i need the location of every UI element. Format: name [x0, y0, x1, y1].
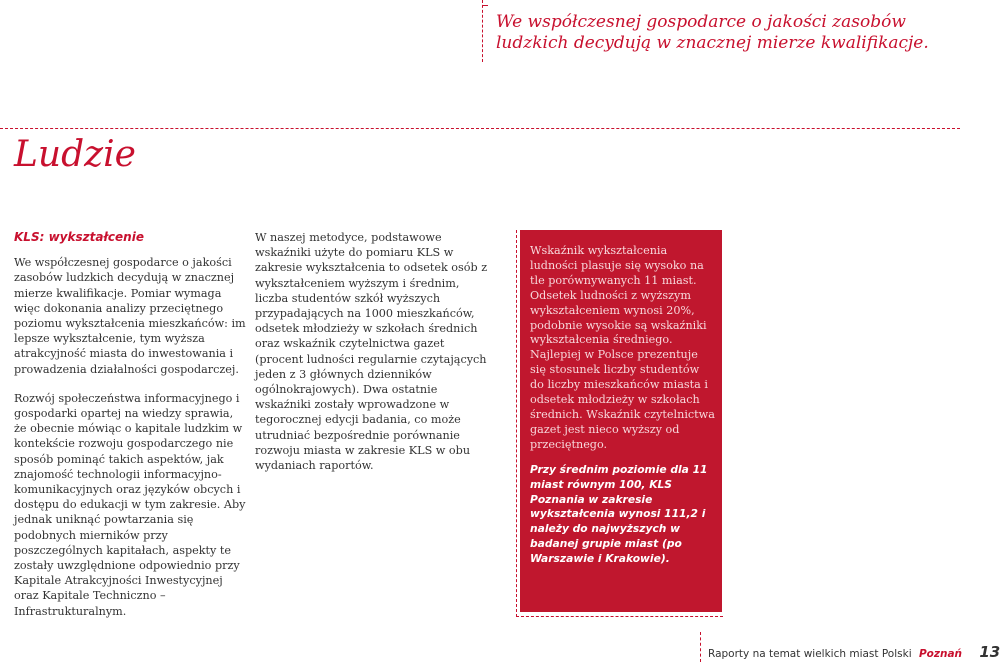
- footer-divider: [700, 632, 701, 662]
- section-heading-prefix: KLS:: [14, 230, 45, 244]
- text-column-middle: [255, 230, 495, 473]
- page-number: 13: [979, 643, 1000, 661]
- panel-paragraph: Wskaźnik wykształcenia ludności plasuje się wysoko na tle porównywanych 11 miast. Odsetek ludności z wyższym wykształceniem wynosi 20%, podobnie wysokie są wskaźniki wykształcenia średniego. Najlepiej w Polsce prezentuje się stosunek liczby studentów do liczby mieszkańców miasta i odsetek młodzieży w szkołach średnich. Wskaźnik czytelnictwa gazet jest nieco wyższy od przeciętnego.: [530, 244, 715, 451]
- summary-panel-text: [530, 244, 716, 567]
- footer-report-title: Raporty na temat wielkich miast Polski: [708, 648, 912, 660]
- chapter-divider: [0, 128, 960, 129]
- paragraph: We współczesnej gospodarce o jakości zasobów ludzkich decydują w znacznej mierze kwalifikacje. Pomiar wymaga więc dokonania analizy przeciętnego poziomu wykształcenia mieszkańców: im lepsze wykształcenie, tym wyższa atrakcyjność miasta do inwestowania i prowadzenia działalności gospodarczej.: [14, 256, 246, 376]
- chapter-title: Ludzie: [14, 134, 136, 175]
- quote-border-tick: [482, 5, 488, 6]
- quote-border: [482, 0, 483, 62]
- paragraph: W naszej metodyce, podstawowe wskaźniki użyte do pomiaru KLS w zakresie wykształcenia to odsetek osób z wykształceniem wyższym i średnim, liczba studentów szkół wyższych przypadających na 1000 mieszkańców, odsetek młodzieży w szkołach średnich oraz wskaźnik czytelnictwa gazet (procent ludności regularnie czytających jeden z 3 głównych dzienników ogólnokrajowych). Dwa ostatnie wskaźniki zostały wprowadzone w tegorocznej edycji badania, co może utrudniać bezpośrednie porównanie rozwoju miasta w zakresie KLS w obu wydaniach raportów.: [255, 231, 488, 473]
- footer: [708, 643, 1000, 661]
- paragraph: Rozwój społeczeństwa informacyjnego i gospodarki opartej na wiedzy sprawia, że obecnie mówiąc o kapitale ludzkim w kontekście rozwoju gospodarczego nie sposób pominąć takich aspektów, jak znajomość technologii informacyjno-komunikacyjnych oraz języków obcych i dostępu do edukacji w tym zakresie. Aby jednak uniknąć powtarzania się podobnych mierników przy poszczególnych kapitałach, aspekty te zostały uwzględnione odpowiednio przy Kapitale Atrakcyjności Inwestycyjnej oraz Kapitale Techniczno – Infrastrukturalnym.: [14, 391, 246, 618]
- pull-quote: We współczesnej gospodarce o jakości zasobów ludzkich decydują w znacznej mierze kwalifikacje.: [496, 12, 929, 53]
- section-heading: [14, 230, 246, 245]
- text-column-left: [14, 230, 246, 619]
- footer-city: Poznań: [918, 648, 963, 660]
- section-heading-title: wykształcenie: [48, 230, 144, 244]
- panel-highlight: Przy średnim poziomie dla 11 miast równym 100, KLS Poznania w zakresie wykształcenia wynosi 111,2 i należy do najwyższych w badanej grupie miast (po Warszawie i Krakowie).: [530, 462, 708, 566]
